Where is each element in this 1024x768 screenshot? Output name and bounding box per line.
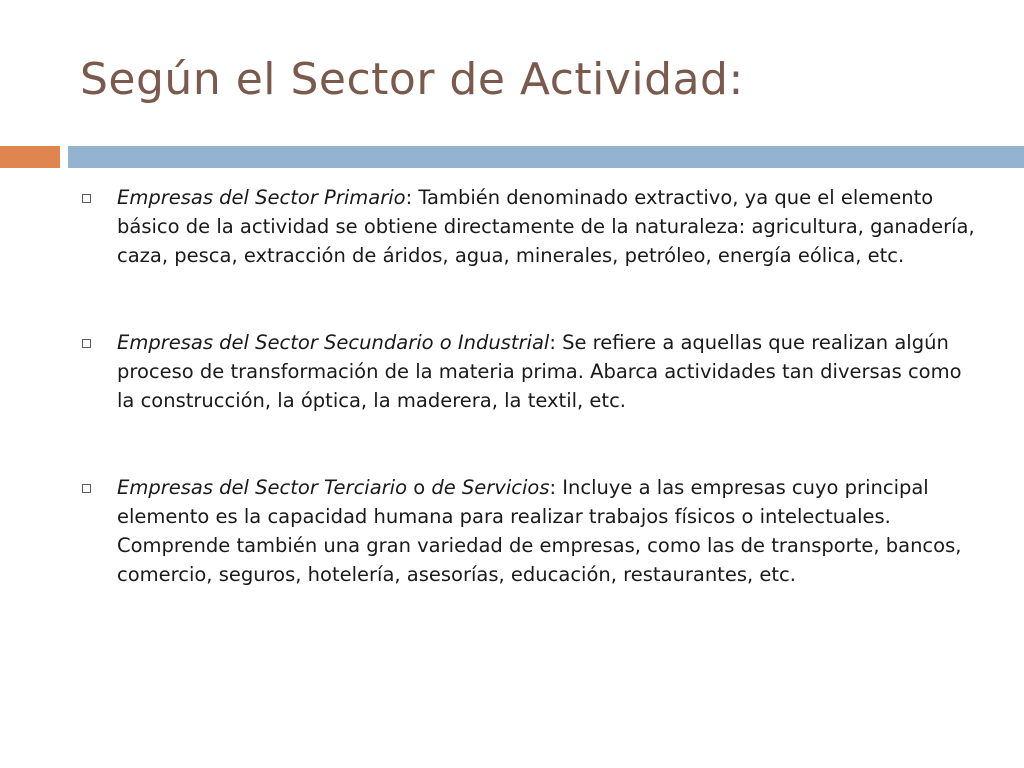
list-item <box>82 328 982 415</box>
sector-connector: o <box>407 476 432 499</box>
sector-term-secondary: de Servicios <box>431 476 550 499</box>
sector-description: : Incluye a las empresas cuyo principal elemento es la capacidad humana para realizar trabajos físicos o intelectuales. Comprende también una gran variedad de empresas, como las de transporte, bancos, comercio, seguros, hotelería, asesorías, educación, restaurantes, etc. <box>117 476 962 586</box>
slide-title: Según el Sector de Actividad: <box>80 54 744 105</box>
sector-description: : También denominado extractivo, ya que el elemento básico de la actividad se obtiene directamente de la naturaleza: agricultura, ganadería, caza, pesca, extracción de áridos, agua, minerales, petróleo, energía eólica, etc. <box>117 186 975 267</box>
bullet-list <box>82 183 982 647</box>
list-item <box>82 473 982 589</box>
title-underline-bar <box>68 146 1024 168</box>
sector-description: : Se refiere a aquellas que realizan algún proceso de transformación de la materia prima. Abarca actividades tan diversas como la construcción, la óptica, la maderera, la textil, etc. <box>117 331 962 412</box>
sector-term: Empresas del Sector Terciario <box>117 476 408 499</box>
sector-term: Empresas del Sector Secundario o Industrial <box>117 331 550 354</box>
square-bullet-icon <box>82 194 91 203</box>
accent-bar <box>0 146 60 168</box>
square-bullet-icon <box>82 484 91 493</box>
square-bullet-icon <box>82 339 91 348</box>
sector-term: Empresas del Sector Primario <box>117 186 406 209</box>
list-item <box>82 183 982 270</box>
